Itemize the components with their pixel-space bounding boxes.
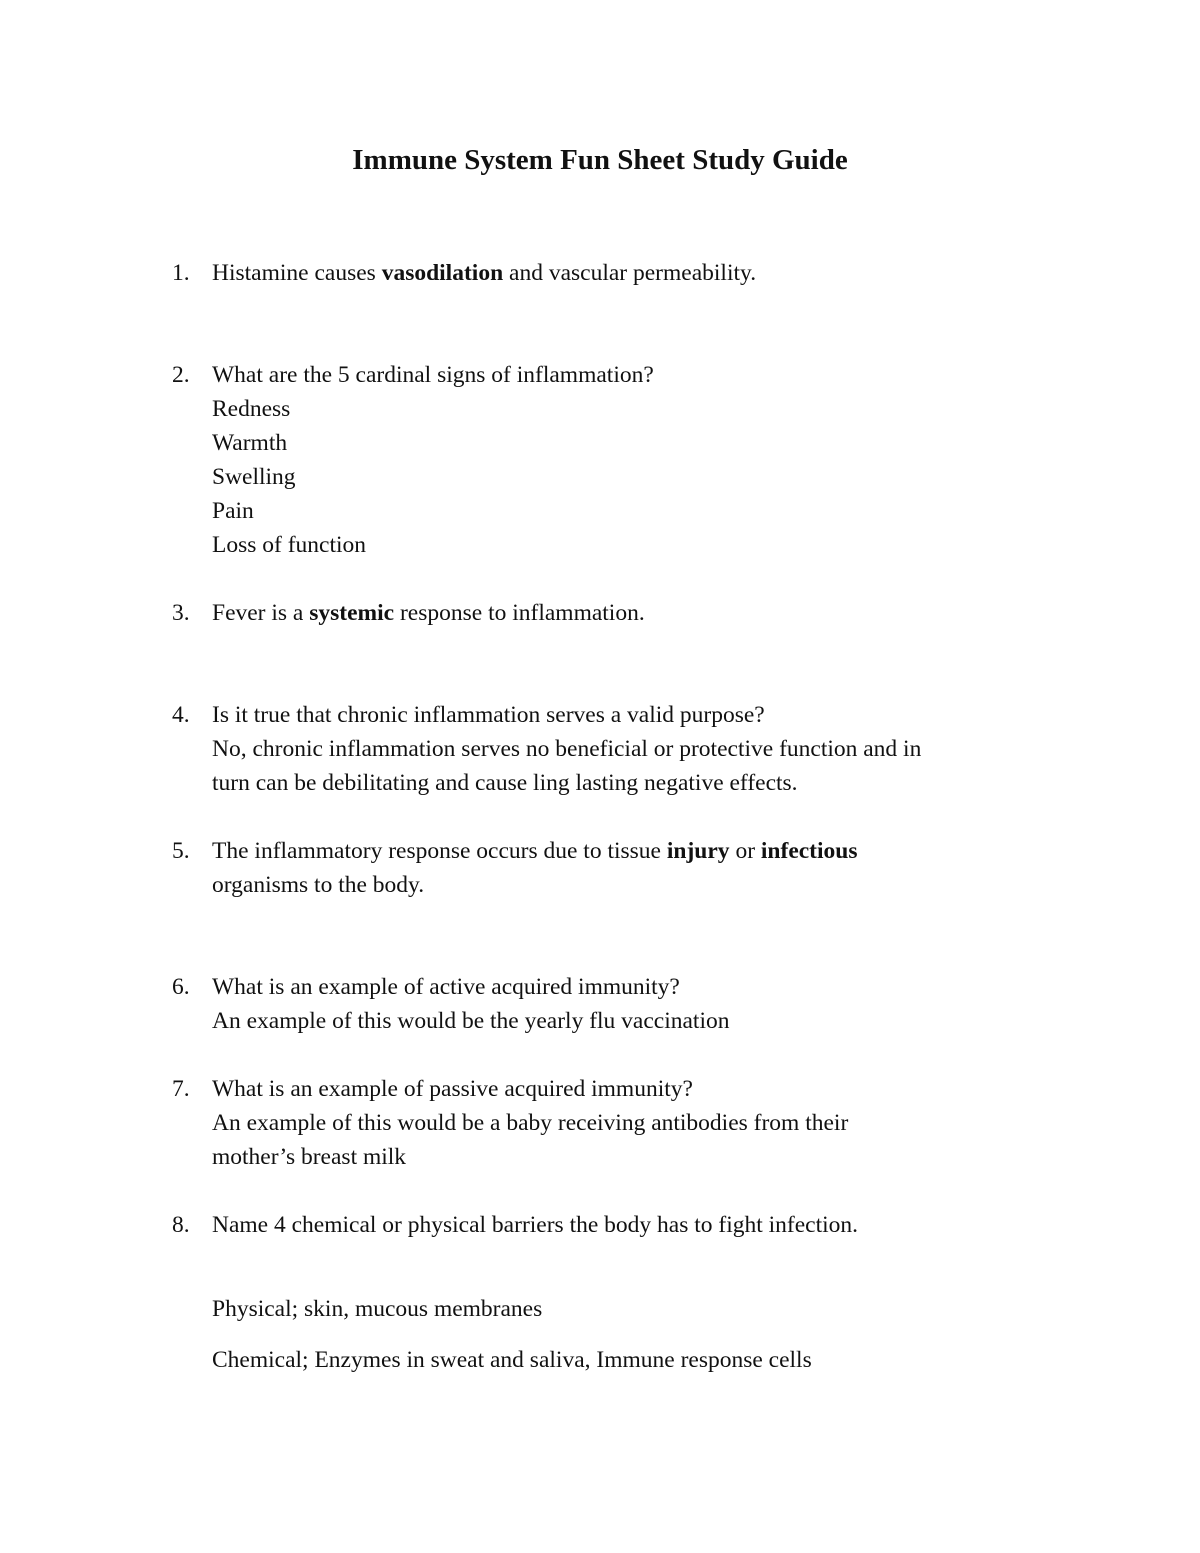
text-segment: Fever is a [212,600,310,626]
bold-term: systemic [309,600,395,626]
answer-text: turn can be debilitating and cause ling lasting negative effects. [212,770,798,796]
question-text: What are the 5 cardinal signs of inflammation? [212,362,654,388]
question-number: 8. [172,1212,190,1238]
question-text [212,596,1072,630]
bold-term: infectious [760,838,858,864]
answer-text: An example of this would be a baby receiving antibodies from their [212,1110,849,1136]
answer-text: An example of this would be the yearly flu vaccination [212,1008,730,1034]
answer-item: Redness [212,396,291,422]
question-number: 7. [172,1076,190,1102]
answer-item: Loss of function [212,532,367,558]
answer-item: Pain [212,498,254,524]
question-number: 2. [172,362,190,388]
text-segment: or [729,838,761,864]
bold-term: vasodilation [381,260,504,286]
question-text: Is it true that chronic inflammation serves a valid purpose? [212,702,765,728]
question-number: 5. [172,838,190,864]
question-text: organisms to the body. [212,872,425,898]
question-number: 3. [172,600,190,626]
question-2 [172,358,1072,562]
question-text: What is an example of active acquired immunity? [212,974,680,1000]
answer-text: No, chronic inflammation serves no beneficial or protective function and in [212,736,922,762]
question-5 [172,834,1072,902]
question-3 [172,596,1072,630]
answer-item: Warmth [212,430,288,456]
text-segment: response to inflammation. [394,600,645,626]
text-segment: Histamine causes [212,260,382,286]
question-number: 6. [172,974,190,1000]
question-1 [172,256,1072,290]
answer-chemical: Chemical; Enzymes in sweat and saliva, Immune response cells [212,1347,812,1373]
question-text: Name 4 chemical or physical barriers the body has to fight infection. [212,1212,859,1238]
question-8 [172,1208,1072,1242]
question-text: What is an example of passive acquired immunity? [212,1076,693,1102]
question-7 [172,1072,1072,1174]
answer-physical: Physical; skin, mucous membranes [212,1296,543,1322]
answer-text: mother’s breast milk [212,1144,407,1170]
question-text [212,834,1072,868]
text-segment: and vascular permeability. [503,260,757,286]
question-text [212,256,1072,290]
bold-term: injury [666,838,730,864]
question-number: 1. [172,260,190,286]
text-segment: The inflammatory response occurs due to tissue [212,838,667,864]
question-6 [172,970,1072,1038]
page-title: Immune System Fun Sheet Study Guide [352,144,848,176]
answer-item: Swelling [212,464,296,490]
question-number: 4. [172,702,190,728]
question-4 [172,698,1072,800]
